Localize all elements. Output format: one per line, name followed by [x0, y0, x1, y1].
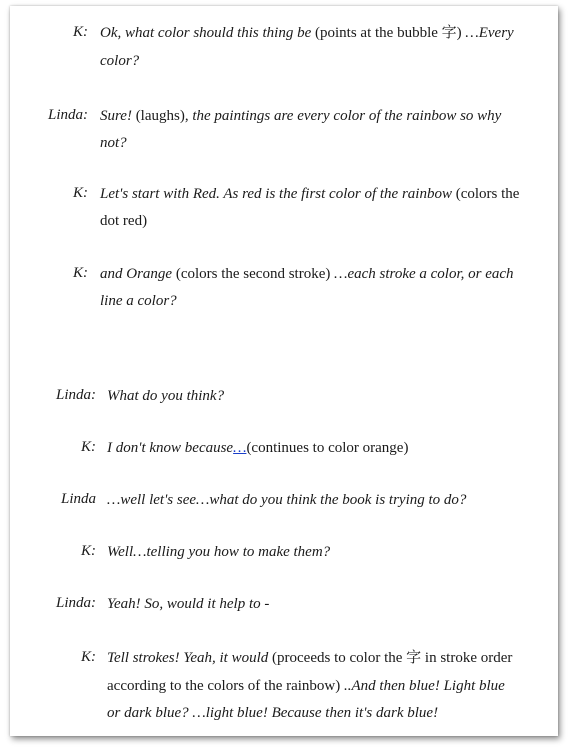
dialogue-line: [107, 677, 505, 695]
dialogue-line: [107, 595, 269, 613]
speaker-label: K:: [73, 265, 88, 281]
dialogue-line: [107, 704, 438, 722]
stage-direction: according to the colors of the rainbow): [107, 678, 345, 694]
dialogue-speech: I don't know because: [107, 440, 234, 456]
speaker-label: K:: [81, 543, 96, 559]
dialogue-speech: ..And then blue! Light blue: [344, 678, 505, 694]
dialogue-speech: line a color?: [100, 293, 177, 309]
dialogue-speech: Tell strokes! Yeah, it would: [107, 650, 269, 666]
dialogue-speech: What do you think?: [107, 388, 225, 404]
dialogue-speech: Sure!: [100, 108, 132, 124]
stage-direction: dot red): [100, 213, 148, 229]
speaker-label: K:: [81, 649, 96, 665]
dialogue-line: [100, 265, 514, 283]
speaker-label: Linda: [60, 491, 96, 507]
dialogue-speech: …Every: [465, 25, 514, 41]
speaker-label: K:: [81, 439, 96, 455]
dialogue-line: [100, 212, 147, 230]
dialogue-line: [107, 543, 330, 561]
speaker-label: K:: [73, 24, 88, 40]
dialogue-speech: and Orange: [100, 266, 173, 282]
dialogue-speech: …each stroke a color, or each: [334, 266, 514, 282]
stage-direction: (continues to color orange): [246, 440, 409, 456]
document-page: [10, 6, 558, 736]
dialogue-line: [107, 649, 512, 667]
ellipsis-link[interactable]: …: [233, 440, 247, 456]
dialogue-speech: Well…telling you how to make them?: [107, 544, 331, 560]
stage-direction: (proceeds to color the 字 in stroke order: [268, 650, 513, 666]
dialogue-speech: Ok, what color should this thing be: [100, 25, 312, 41]
dialogue-speech: Yeah! So, would it help to -: [107, 596, 270, 612]
dialogue-speech: or dark blue? …light blue! Because then it's dark blue!: [107, 705, 439, 721]
stage-direction: (laughs),: [131, 108, 193, 124]
dialogue-speech: …well let's see…what do you think the book is trying to do?: [107, 492, 467, 508]
dialogue-line: [107, 387, 224, 405]
dialogue-speech: not?: [100, 135, 127, 151]
dialogue-line: [100, 107, 501, 125]
speaker-label: Linda:: [55, 595, 96, 611]
dialogue-speech: the paintings are every color of the rainbow so why: [192, 108, 502, 124]
dialogue-speech: color?: [100, 53, 140, 69]
dialogue-line: [100, 134, 127, 152]
dialogue-line: [100, 52, 139, 70]
speaker-label: Linda:: [55, 387, 96, 403]
dialogue-line: [107, 491, 466, 509]
speaker-label: K:: [73, 185, 88, 201]
dialogue-line: [107, 439, 408, 457]
stage-direction: (colors the second stroke): [172, 266, 335, 282]
dialogue-line: [100, 24, 514, 42]
stage-direction: (colors the: [451, 186, 520, 202]
dialogue-speech: Let's start with Red. As red is the first color of the rainbow: [100, 186, 452, 202]
stage-direction: (points at the bubble 字): [311, 25, 466, 41]
dialogue-line: [100, 185, 519, 203]
speaker-label: Linda:: [47, 107, 88, 123]
dialogue-line: [100, 292, 177, 310]
